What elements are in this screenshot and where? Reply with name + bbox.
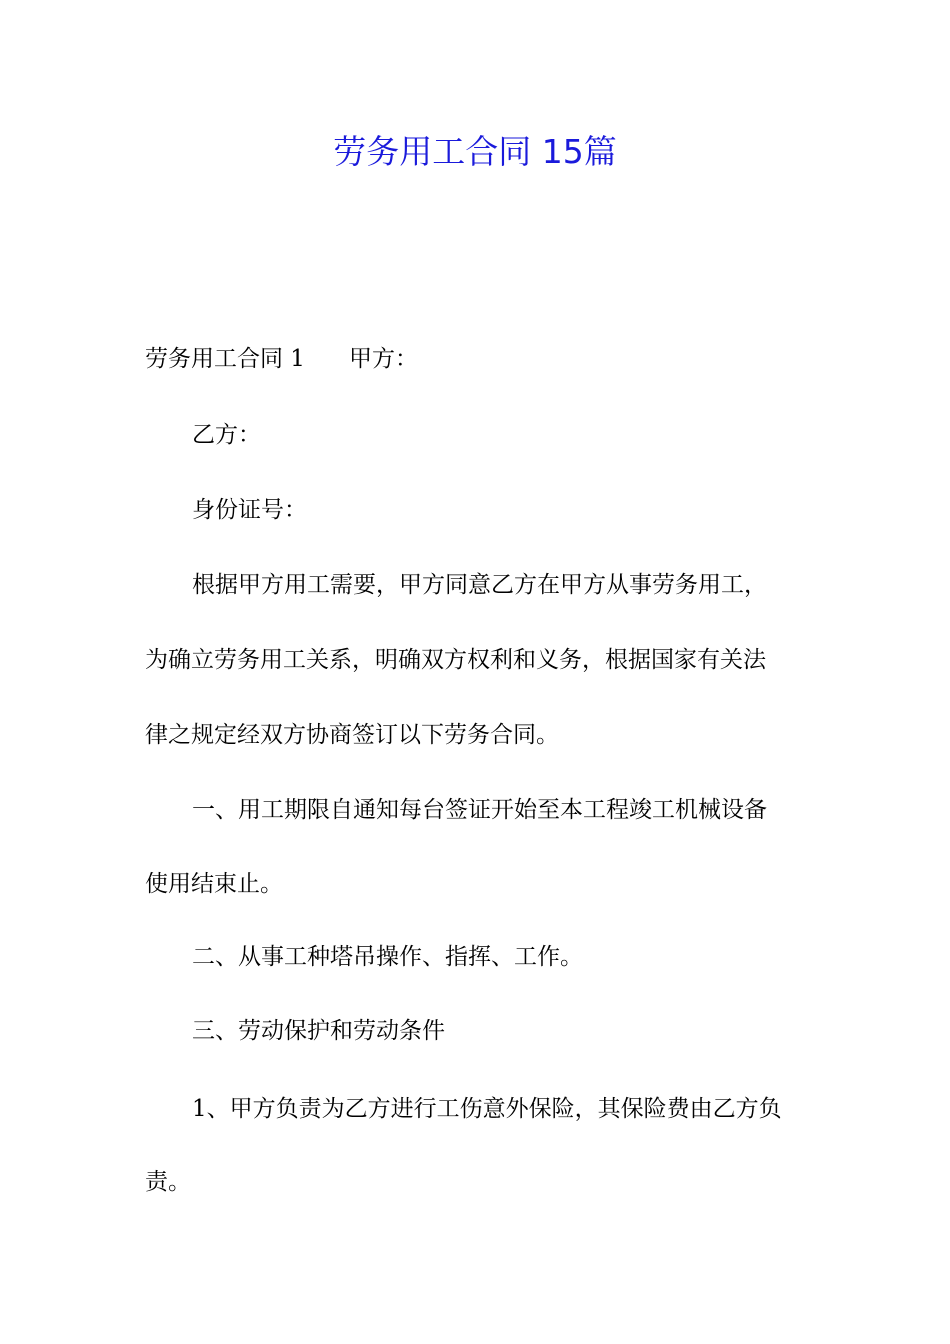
- clause-3-1-line: 1、甲方负责为乙方进行工伤意外保险，其保险费由乙方负: [192, 1096, 782, 1122]
- party-a-label: 甲方：: [348, 346, 418, 372]
- clause-3-heading: 三、劳动保护和劳动条件: [192, 1018, 445, 1044]
- clause-1-line: 一、用工期限自通知每台签证开始至本工程竣工机械设备: [192, 797, 767, 823]
- clause-1-line: 使用结束止。: [145, 871, 283, 897]
- preamble-line: 为确立劳务用工关系，明确双方权利和义务，根据国家有关法: [145, 647, 766, 673]
- preamble-line: 律之规定经双方协商签订以下劳务合同。: [145, 722, 559, 748]
- clause-2: 二、从事工种塔吊操作、指挥、工作。: [192, 944, 583, 970]
- id-number-label: 身份证号：: [192, 497, 307, 523]
- clause-3-1-line: 责。: [145, 1169, 191, 1195]
- preamble-line: 根据甲方用工需要，甲方同意乙方在甲方从事劳务用工，: [192, 572, 767, 598]
- party-b-label: 乙方：: [192, 422, 261, 448]
- contract-heading-line: [145, 343, 810, 375]
- document-title: 劳务用工合同 15篇: [333, 132, 617, 171]
- contract-heading: 劳务用工合同 1: [145, 346, 305, 372]
